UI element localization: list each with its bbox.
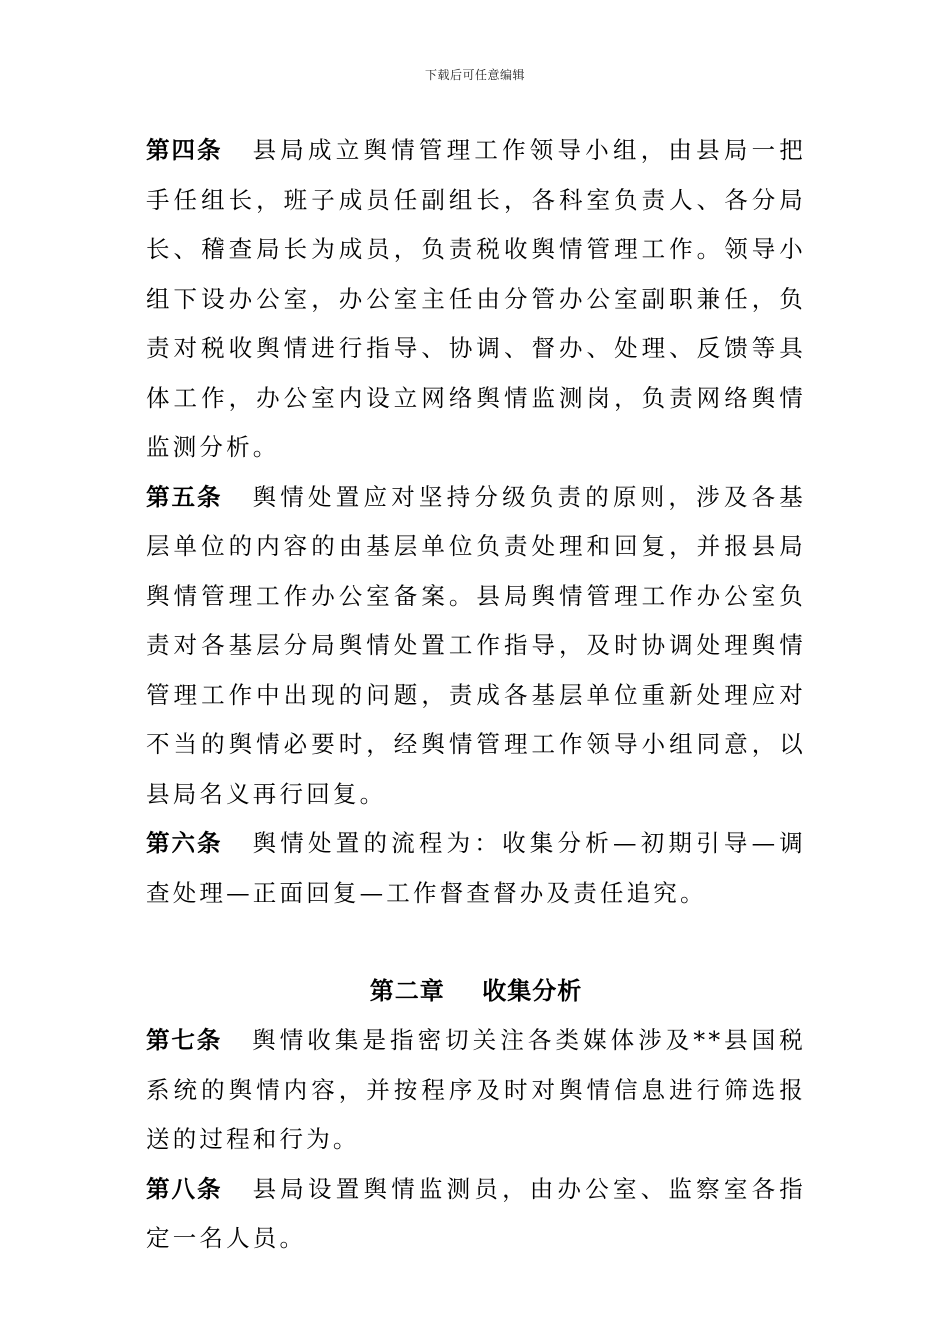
article-5 [146, 473, 806, 820]
article-6 [146, 819, 806, 918]
article-8 [146, 1165, 806, 1264]
article-7 [146, 1016, 806, 1165]
article-label: 第八条 [146, 1174, 223, 1203]
article-label: 第六条 [146, 829, 223, 857]
article-text: 县局设置舆情监测员，由办公室、监察室各指定一名人员。 [146, 1174, 807, 1252]
article-text: 舆情收集是指密切关注各类媒体涉及**县国税系统的舆情内容，并按程序及时对舆情信息进行筛选报送的过程和行为。 [146, 1026, 807, 1153]
article-text: 舆情处置的流程为：收集分析—初期引导—调查处理—正面回复—工作督查督办及责任追究。 [146, 829, 807, 907]
article-label: 第四条 [146, 136, 223, 164]
article-text: 县局成立舆情管理工作领导小组，由县局一把手任组长，班子成员任副组长，各科室负责人、各分局长、稽查局长为成员，负责税收舆情管理工作。领导小组下设办公室，办公室主任由分管办公室副职兼任，负责对税收舆情进行指导、协调、督办、处理、反馈等具体工作，办公室内设立网络舆情监测岗，负责网络舆情监测分析。 [146, 136, 807, 461]
article-label: 第五条 [146, 482, 223, 511]
article-text: 舆情处置应对坚持分级负责的原则，涉及各基层单位的内容的由基层单位负责处理和回复，并报县局舆情管理工作办公室备案。县局舆情管理工作办公室负责对各基层分局舆情处置工作指导，及时协调处理舆情管理工作中出现的问题，责成各基层单位重新处理应对不当的舆情必要时，经舆情管理工作领导小组同意，以县局名义再行回复。 [146, 482, 807, 808]
article-4 [146, 126, 806, 473]
document-body [146, 126, 806, 1264]
chapter-title: 第二章 收集分析 [369, 977, 583, 1005]
header-note: 下载后可任意编辑 [424, 68, 525, 82]
article-label: 第七条 [146, 1026, 223, 1054]
